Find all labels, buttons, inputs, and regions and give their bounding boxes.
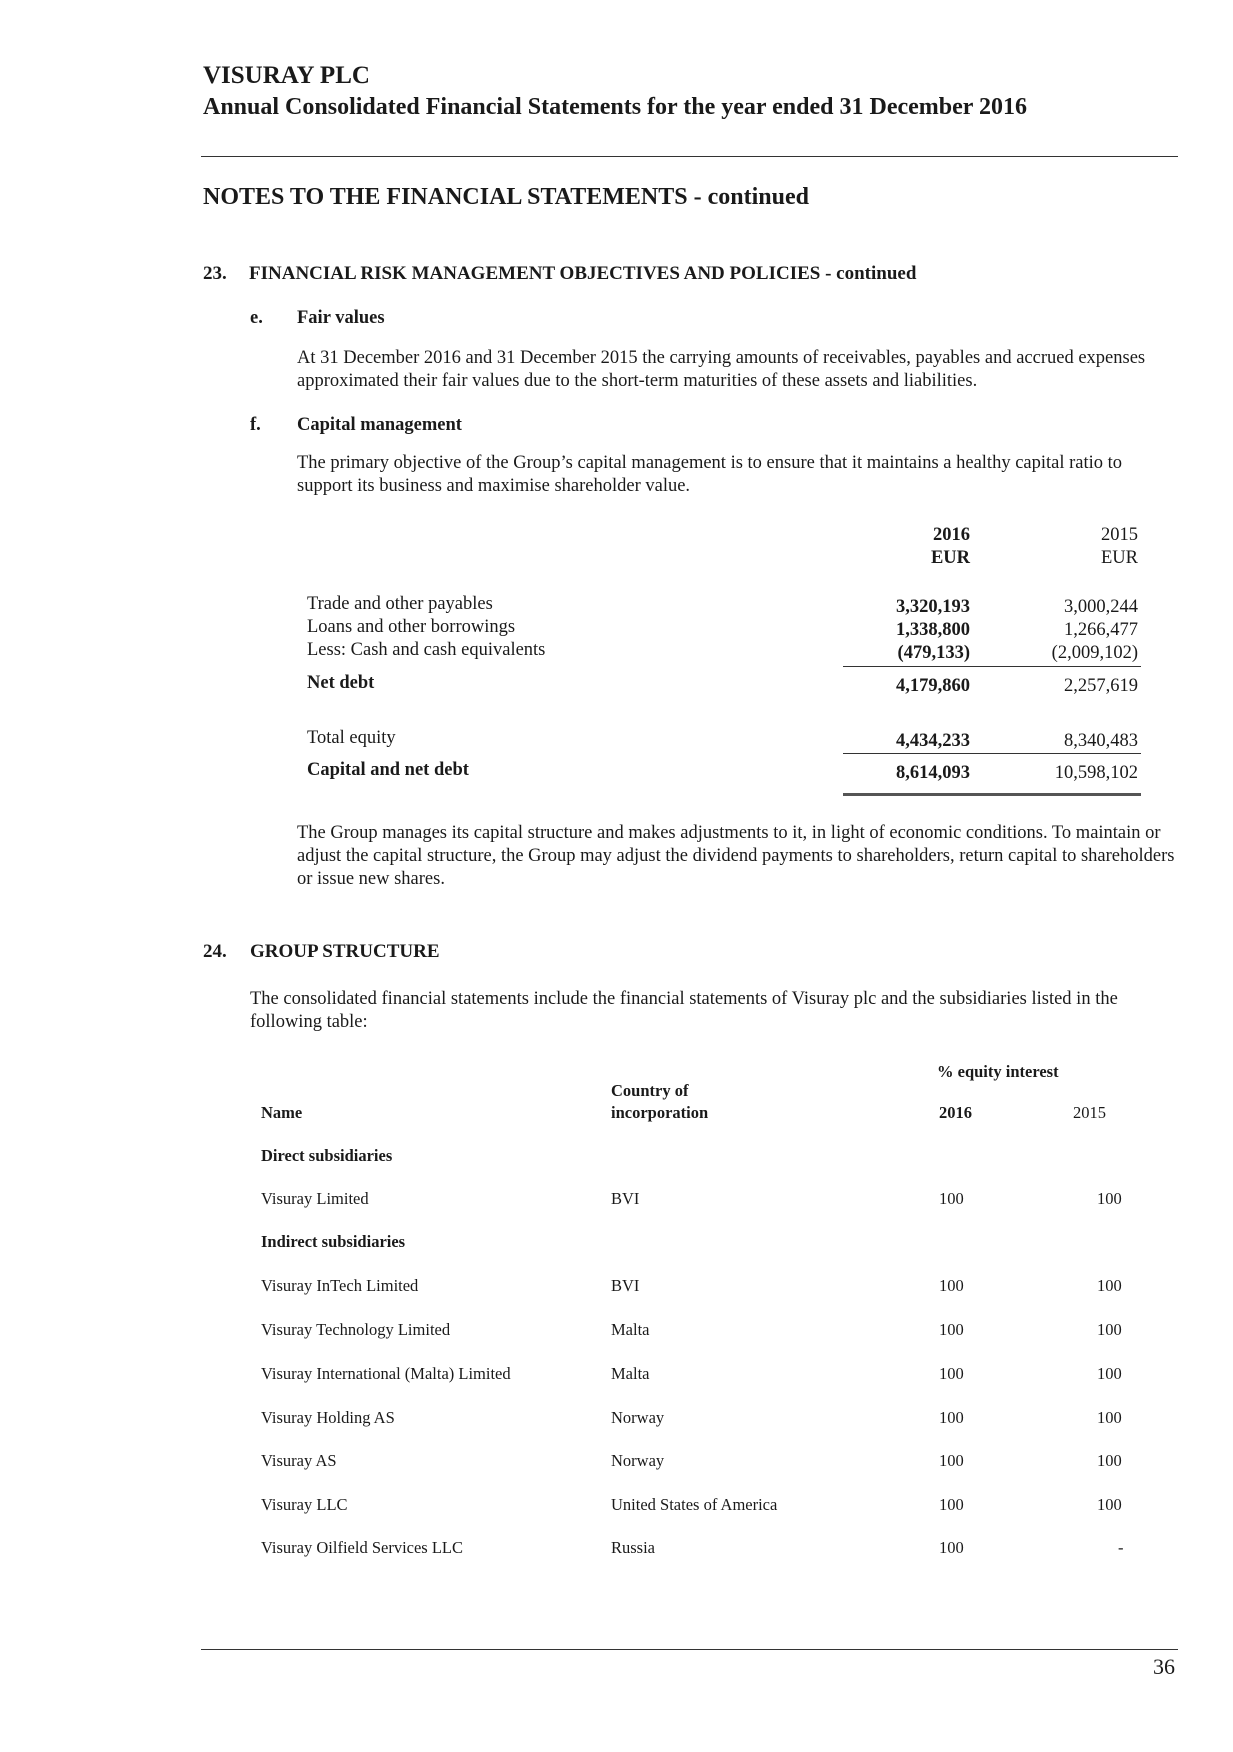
row-label-net-debt: Net debt	[307, 673, 375, 693]
subsidiary-country: Russia	[611, 1538, 656, 1557]
subsidiary-2016: 100	[939, 1538, 964, 1557]
subsidiary-name: Visuray International (Malta) Limited	[261, 1364, 511, 1383]
subsidiary-2015: 100	[1097, 1189, 1122, 1208]
subsidiary-2016: 100	[939, 1364, 964, 1383]
capital-net-debt-2015: 10,598,102	[1054, 763, 1138, 783]
subsidiary-country: Norway	[611, 1451, 665, 1470]
subsidiary-name: Visuray Oilfield Services LLC	[261, 1538, 464, 1557]
cash-2015: (2,009,102)	[1051, 643, 1138, 663]
subsidiary-name: Visuray Holding AS	[261, 1408, 395, 1427]
country-header-line2: incorporation	[611, 1103, 709, 1122]
subsidiary-2015: 100	[1097, 1364, 1122, 1383]
subsidiary-name: Visuray LLC	[261, 1495, 348, 1514]
subsidiary-2015: 100	[1097, 1451, 1122, 1470]
subsidiary-2016: 100	[939, 1189, 964, 1208]
loans-2016: 1,338,800	[896, 620, 970, 640]
page-number: 36	[1153, 1654, 1175, 1679]
subsidiary-2016: 100	[939, 1408, 964, 1427]
section-23-number: 23.	[203, 263, 227, 284]
notes-heading: NOTES TO THE FINANCIAL STATEMENTS - continued	[203, 184, 809, 210]
cash-2016: (479,133)	[897, 643, 970, 663]
subsidiary-2015: 100	[1097, 1495, 1122, 1514]
subsidiary-country: Malta	[611, 1364, 650, 1383]
col-2015-currency: EUR	[1101, 548, 1138, 568]
subsidiary-2016: 100	[939, 1276, 964, 1295]
total-equity-2015: 8,340,483	[1064, 731, 1138, 751]
subsidiary-2016: 100	[939, 1320, 964, 1339]
subsection-e-title: Fair values	[297, 308, 385, 328]
net-debt-2016: 4,179,860	[896, 676, 970, 696]
subsidiary-country: BVI	[611, 1276, 640, 1295]
document-subtitle: Annual Consolidated Financial Statements for the year ended 31 December 2016	[203, 94, 1027, 120]
row-label-capital-net-debt: Capital and net debt	[307, 760, 469, 780]
row-label-loans: Loans and other borrowings	[307, 617, 516, 637]
capital-management-text: The primary objective of the Group’s capital management is to ensure that it maintains a healthy capital ratio to support its business and maximise shareholder value.	[297, 453, 1123, 496]
subsidiary-2015: 100	[1097, 1320, 1122, 1339]
loans-2015: 1,266,477	[1064, 620, 1138, 640]
group-structure-text: The consolidated financial statements include the financial statements of Visuray plc and the subsidiaries listed in the following table:	[250, 989, 1118, 1032]
country-header-line1: Country of	[611, 1081, 689, 1100]
col-2016-currency: EUR	[930, 548, 970, 568]
col-2016-year: 2016	[933, 525, 970, 545]
net-debt-2015: 2,257,619	[1064, 676, 1138, 696]
trade-payables-2015: 3,000,244	[1064, 597, 1138, 617]
equity-interest-header: % equity interest	[937, 1062, 1059, 1081]
subsidiary-2015: 100	[1097, 1276, 1122, 1295]
fair-values-text: At 31 December 2016 and 31 December 2015 the carrying amounts of receivables, payables and accrued expenses approximated their fair values due to the short-term maturities of these assets and liabilities.	[297, 348, 1146, 391]
subsection-f-letter: f.	[250, 415, 261, 435]
subsidiary-2016: 100	[939, 1451, 964, 1470]
subsection-f-title: Capital management	[297, 415, 462, 435]
row-label-cash: Less: Cash and cash equivalents	[307, 640, 546, 660]
header-divider	[201, 156, 1178, 157]
company-name: VISURAY PLC	[203, 62, 370, 89]
section-24-number: 24.	[203, 941, 227, 962]
section-24-title: GROUP STRUCTURE	[250, 941, 440, 962]
trade-payables-2016: 3,320,193	[896, 597, 970, 617]
subsidiary-2015: 100	[1097, 1408, 1122, 1427]
indirect-subsidiaries-label: Indirect subsidiaries	[261, 1232, 406, 1251]
subsidiary-name: Visuray InTech Limited	[261, 1276, 419, 1295]
year-2016-header: 2016	[939, 1103, 972, 1122]
subsidiary-country: United States of America	[611, 1495, 778, 1514]
total-equity-2016: 4,434,233	[896, 731, 970, 751]
subsidiary-2016: 100	[939, 1495, 964, 1514]
subsidiary-country: BVI	[611, 1189, 640, 1208]
subtotal-rule	[843, 666, 1141, 667]
capital-structure-text: The Group manages its capital structure and makes adjustments to it, in light of economic conditions. To maintain or adjust the capital structure, the Group may adjust the dividend payments to shareholders, return capital to shareholders or issue new shares.	[297, 823, 1175, 889]
row-label-trade-payables: Trade and other payables	[307, 594, 493, 614]
total-rule	[843, 753, 1141, 754]
subsidiary-name: Visuray Limited	[261, 1189, 369, 1208]
double-underline	[843, 793, 1141, 796]
year-2015-header: 2015	[1073, 1103, 1106, 1122]
col-2015-year: 2015	[1101, 525, 1138, 545]
subsidiary-name: Visuray Technology Limited	[261, 1320, 451, 1339]
subsection-e-letter: e.	[250, 308, 263, 328]
capital-net-debt-2016: 8,614,093	[896, 763, 970, 783]
footer-divider	[201, 1649, 1178, 1650]
subsidiary-country: Malta	[611, 1320, 650, 1339]
name-header: Name	[261, 1103, 303, 1122]
section-23-title: FINANCIAL RISK MANAGEMENT OBJECTIVES AND POLICIES - continued	[249, 263, 917, 284]
subsidiary-2015: -	[1118, 1538, 1124, 1557]
subsidiary-name: Visuray AS	[261, 1451, 337, 1470]
direct-subsidiaries-label: Direct subsidiaries	[261, 1146, 393, 1165]
subsidiary-country: Norway	[611, 1408, 665, 1427]
row-label-total-equity: Total equity	[307, 728, 396, 748]
